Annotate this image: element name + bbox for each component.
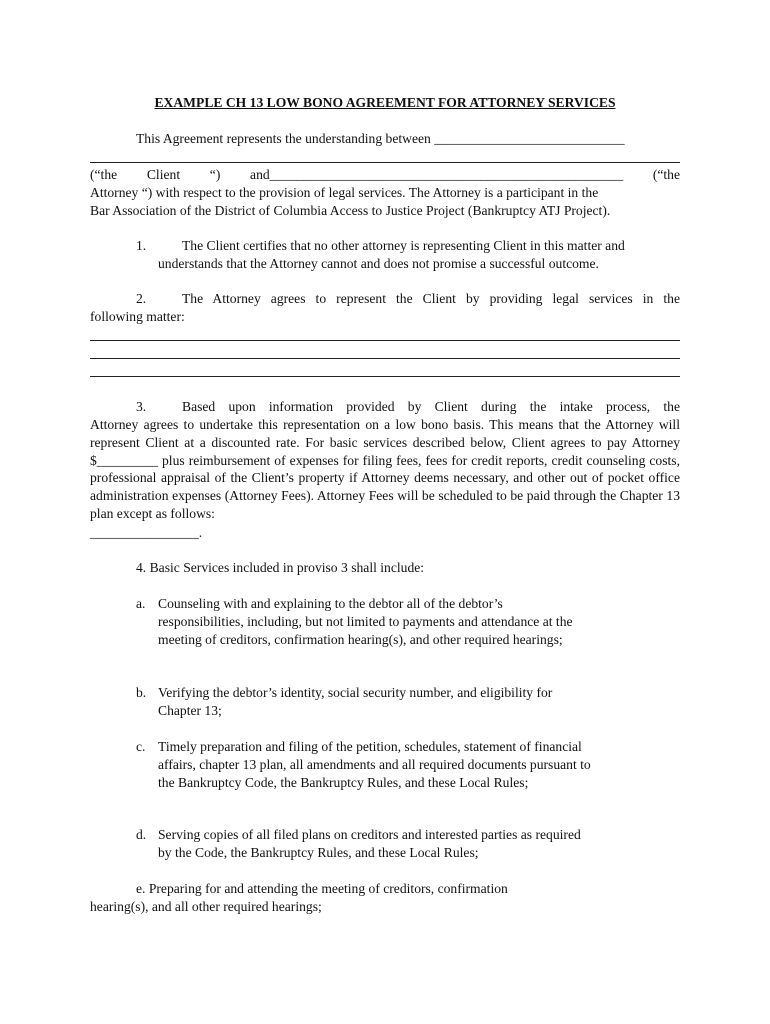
- list-item-text: Timely preparation and filing of the petition, schedules, statement of financial affairs, chapter 13 plan, all amendments and all required documents pursuant to the Bankruptcy Code, the Bankruptcy Rules, and these Local Rules;: [158, 739, 591, 790]
- para-2-line-2: following matter:: [90, 309, 185, 324]
- para-1: [136, 237, 680, 255]
- para-2: [136, 290, 680, 308]
- list-item: [136, 595, 606, 648]
- para-2-line-1: The Attorney agrees to represent the Client by providing legal services in the: [182, 291, 680, 306]
- list-item: [136, 738, 606, 791]
- para-3: [136, 398, 680, 416]
- intro-line-4: Attorney “) with respect to the provision of legal services. The Attorney is a participant in the: [90, 185, 599, 200]
- list-item-label: d.: [136, 827, 147, 842]
- list-item: [136, 684, 606, 720]
- list-item-text: Verifying the debtor’s identity, social security number, and eligibility for Chapter 13;: [158, 685, 553, 718]
- list-item: [136, 826, 606, 862]
- intro-line-5: Bar Association of the District of Columbia Access to Justice Project (Bankruptcy ATJ Project).: [90, 203, 611, 218]
- matter-blank-line-1: [90, 340, 680, 341]
- list-item-label: a.: [136, 596, 146, 611]
- intro-line-3: (“the Client “) and____________________________________________________ (“the: [90, 167, 680, 182]
- list-item-label: b.: [136, 685, 147, 700]
- list-item-e-line-2: hearing(s), and all other required hearings;: [90, 899, 322, 914]
- para-3-line-1: Based upon information provided by Client during the intake process, the: [182, 399, 680, 414]
- matter-blank-line-3: [90, 376, 680, 377]
- intro-line-1: This Agreement represents the understanding between ____________________________: [136, 131, 625, 146]
- para-2-number: 2.: [136, 291, 147, 306]
- para-3-number: 3.: [136, 399, 147, 414]
- para-1-line-2: understands that the Attorney cannot and does not promise a successful outcome.: [158, 256, 599, 271]
- list-item-text: Serving copies of all filed plans on creditors and interested parties as required by the Code, the Bankruptcy Rules, and these Local Rules;: [158, 827, 581, 860]
- matter-blank-line-2: [90, 358, 680, 359]
- para-1-number: 1.: [136, 238, 147, 253]
- list-item-label: c.: [136, 739, 146, 754]
- para-3-exception-blank: ________________.: [90, 525, 203, 540]
- document-title: EXAMPLE CH 13 LOW BONO AGREEMENT FOR ATTORNEY SERVICES: [154, 95, 616, 110]
- para-1-line-1: The Client certifies that no other attorney is representing Client in this matter and: [182, 238, 625, 253]
- list-item-e-line-1: e. Preparing for and attending the meeting of creditors, confirmation: [136, 881, 508, 896]
- intro-blank-line: [90, 162, 680, 163]
- para-4-heading: 4. Basic Services included in proviso 3 shall include:: [136, 560, 425, 575]
- list-item-text: Counseling with and explaining to the debtor all of the debtor’s responsibilities, including, but not limited to payments and attendance at the meeting of creditors, confirmation hearing(s), and other required hearings;: [158, 596, 573, 647]
- para-3-body: Attorney agrees to undertake this representation on a low bono basis. This means that the Attorney will represent Client at a discounted rate. For basic services described below, Client agrees to pay Attorney $_________ plus reimbursement of expenses for filing fees, fees for credit reports, credit counseling costs, professional appraisal of the Client’s property if Attorney deems necessary, and other out of pocket office administration expenses (Attorney Fees). Attorney Fees will be scheduled to be paid through the Chapter 13 plan except as follows:: [90, 417, 680, 521]
